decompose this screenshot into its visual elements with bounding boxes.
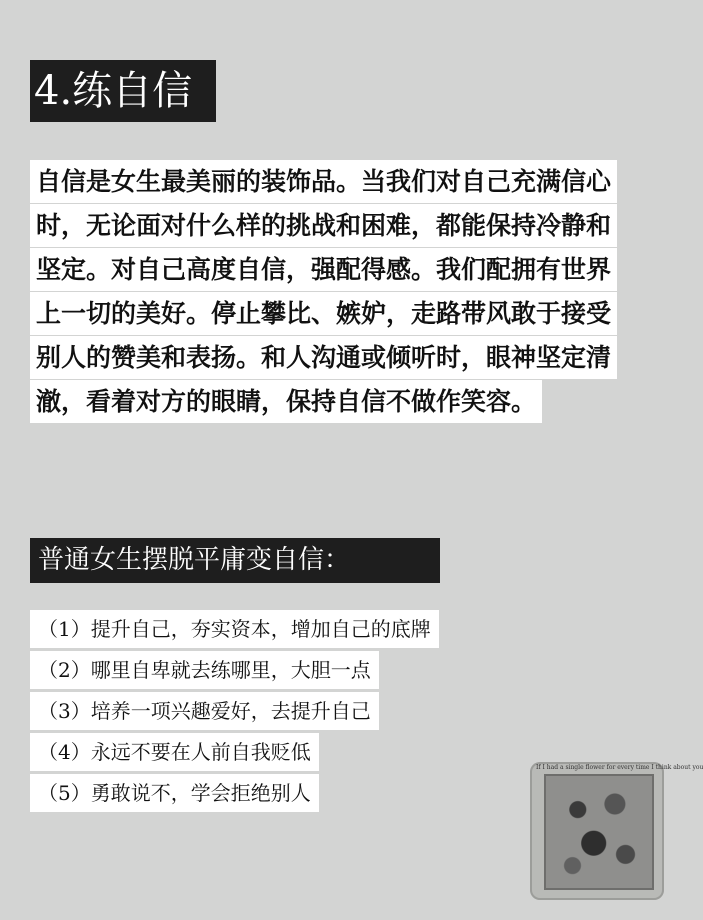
sticker-caption: If I had a single flower for every time I think about you — [536, 764, 703, 771]
flower-illustration — [544, 774, 654, 890]
paragraph-line: 别人的赞美和表扬。和人沟通或倾听时，眼神坚定清 — [30, 336, 617, 379]
list-item: （3）培养一项兴趣爱好，去提升自己 — [30, 692, 379, 730]
paragraph-line: 时，无论面对什么样的挑战和困难，都能保持冷静和 — [30, 204, 617, 247]
list-item: （1）提升自己，夯实资本，增加自己的底牌 — [30, 610, 439, 648]
list-item: （2）哪里自卑就去练哪里，大胆一点 — [30, 651, 379, 689]
list-item: （4）永远不要在人前自我贬低 — [30, 733, 319, 771]
paragraph-line: 上一切的美好。停止攀比、嫉妒，走路带风敢于接受 — [30, 292, 617, 335]
intro-paragraph — [30, 160, 617, 424]
tips-list — [30, 610, 439, 815]
subheading: 普通女生摆脱平庸变自信： — [30, 538, 440, 583]
paragraph-line: 自信是女生最美丽的装饰品。当我们对自己充满信心 — [30, 160, 617, 203]
flower-sticker-image — [530, 762, 703, 900]
paragraph-line: 坚定。对自己高度自信，强配得感。我们配拥有世界 — [30, 248, 617, 291]
section-title: 4.练自信 — [30, 60, 216, 122]
paragraph-line: 澈，看着对方的眼睛，保持自信不做作笑容。 — [30, 380, 542, 423]
list-item: （5）勇敢说不，学会拒绝别人 — [30, 774, 319, 812]
